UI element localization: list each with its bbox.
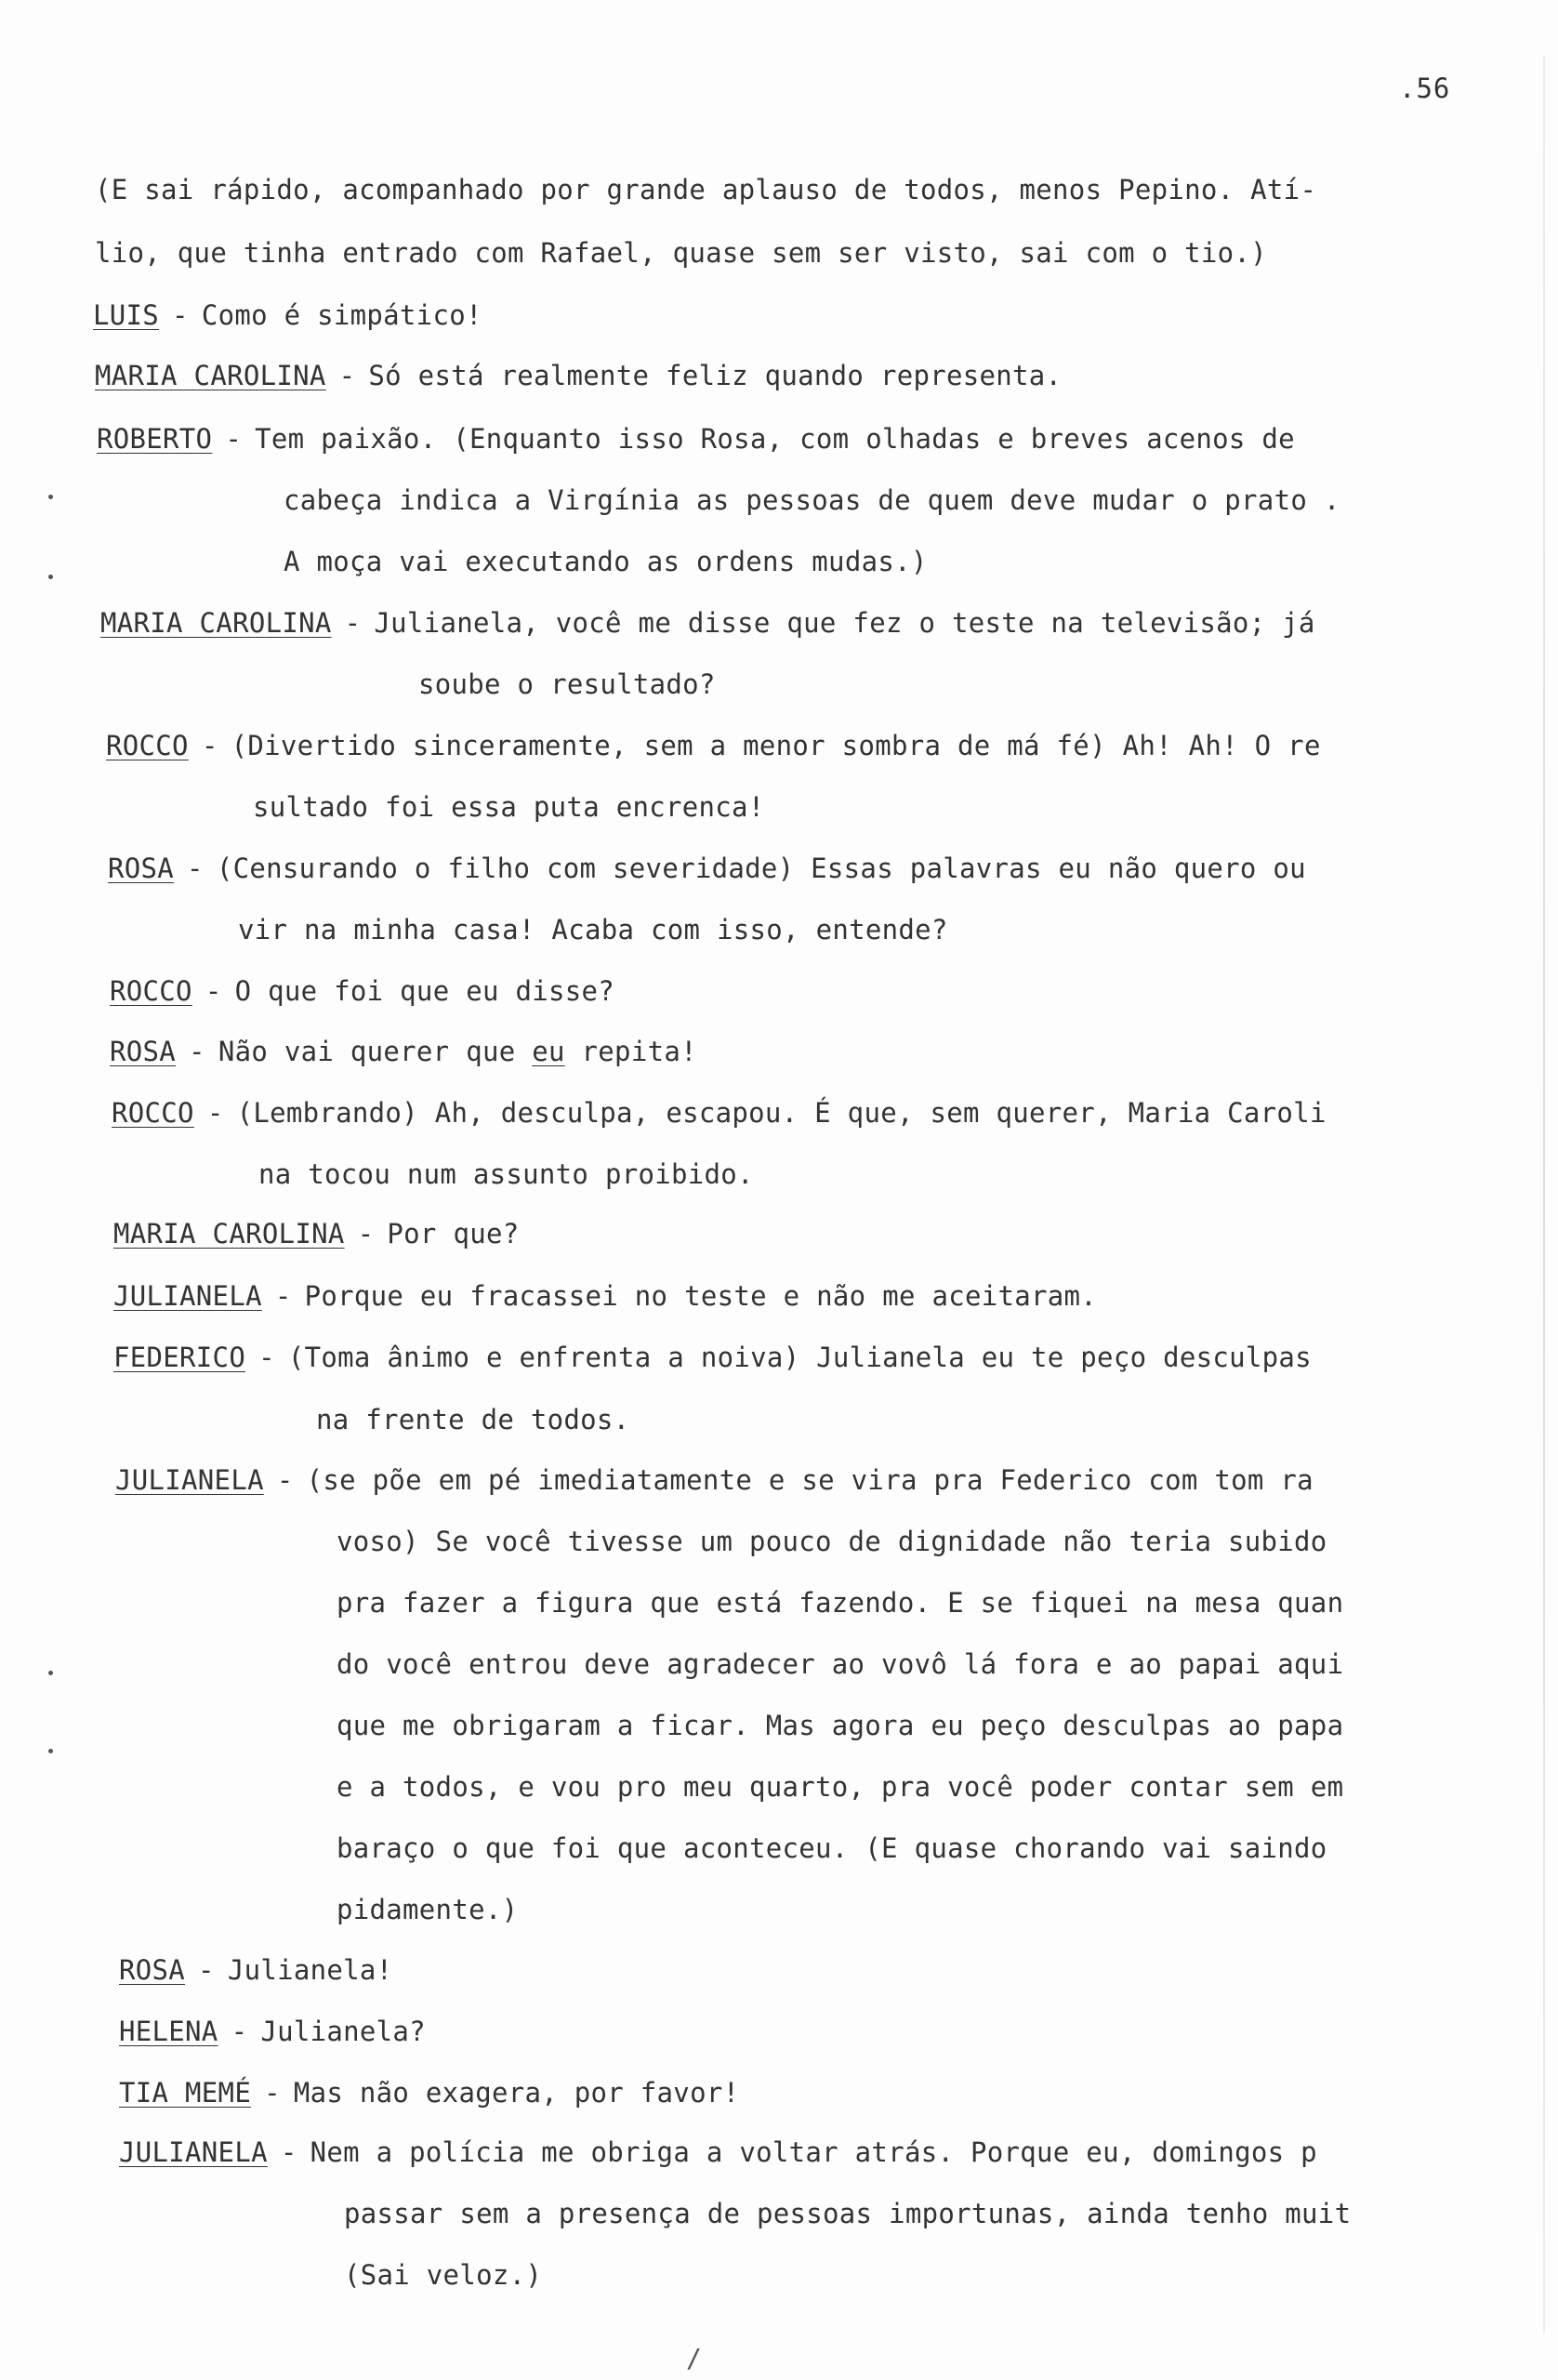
line-text: (Sai veloz.) — [344, 2259, 543, 2291]
line-text: na tocou num assunto proibido. — [258, 1158, 754, 1190]
dialogue-line — [119, 2077, 739, 2109]
dash: - — [258, 1342, 275, 1373]
dialogue-continuation-line — [253, 791, 765, 823]
stage-direction-line — [284, 546, 928, 577]
line-text: (Divertido sinceramente, sem a menor sombra de má fé) Ah! Ah! O re — [231, 730, 1321, 761]
line-text: e a todos, e vou pro meu quarto, pra você poder contar sem em — [337, 1771, 1344, 1803]
dialogue-continuation-line — [238, 914, 948, 945]
speaker-name: FEDERICO — [113, 1342, 246, 1373]
dialogue-continuation-line — [344, 2259, 542, 2291]
dialogue-line — [95, 360, 1062, 391]
dialogue-line — [100, 607, 1315, 639]
speaker-name: TIA MEMÉ — [119, 2077, 252, 2109]
dialogue-line — [106, 730, 1321, 761]
line-text: vir na minha casa! Acaba com isso, entende? — [238, 914, 948, 945]
dash: - — [338, 360, 356, 391]
dash: - — [344, 607, 362, 639]
dash: - — [172, 299, 189, 331]
dialogue-line — [93, 299, 482, 331]
speaker-name: JULIANELA — [113, 1280, 262, 1312]
line-text: passar sem a presença de pessoas importunas, ainda tenho muit — [344, 2198, 1352, 2229]
line-text: Por que? — [387, 1218, 520, 1250]
dialogue-line — [119, 2016, 426, 2047]
line-text: (se põe em pé imediatamente e se vira pra Federico com tom ra — [306, 1464, 1314, 1496]
dash: - — [231, 2016, 248, 2047]
scan-dot — [48, 1749, 53, 1753]
line-text: (Toma ânimo e enfrenta a noiva) Julianela eu te peço desculpas — [287, 1342, 1312, 1373]
line-text: Julianela, você me disse que fez o teste na televisão; já — [374, 607, 1315, 639]
dash: - — [189, 1036, 205, 1067]
dialogue-continuation-line — [337, 1771, 1343, 1803]
dialogue-line — [113, 1218, 519, 1250]
dash: - — [280, 2136, 297, 2168]
line-text: Julianela? — [260, 2016, 426, 2047]
dialogue-continuation-line — [418, 668, 716, 700]
line-text: Não vai querer que — [218, 1036, 533, 1067]
dash: - — [205, 975, 222, 1007]
stage-direction-line — [95, 237, 1267, 269]
dash: - — [206, 1097, 224, 1129]
line-text: que me obrigaram a ficar. Mas agora eu peço desculpas ao papa — [337, 1710, 1344, 1741]
line-text: baraço o que foi que aconteceu. (E quase chorando vai saindo — [337, 1832, 1327, 1864]
speaker-name: JULIANELA — [119, 2136, 268, 2168]
scan-dot — [48, 1671, 53, 1675]
line-text: A moça vai executando as ordens mudas.) — [284, 546, 928, 577]
dialogue-line — [112, 1097, 1327, 1129]
dash: - — [225, 423, 243, 455]
line-text: do você entrou deve agradecer ao vovô lá fora e ao papai aqui — [337, 1648, 1344, 1680]
line-text: lio, que tinha entrado com Rafael, quase sem ser visto, sai com o tio.) — [95, 237, 1267, 269]
speaker-name: ROSA — [119, 1954, 186, 1986]
line-text: Nem a polícia me obriga a voltar atrás. Porque eu, domingos p — [310, 2136, 1317, 2168]
line-text: Tem paixão. (Enquanto isso Rosa, com olhadas e breves acenos de — [255, 423, 1295, 455]
dash: - — [187, 853, 204, 884]
speaker-name: ROSA — [110, 1036, 177, 1067]
line-text: (Censurando o filho com severidade) Essas palavras eu não quero ou — [216, 853, 1306, 884]
speaker-name: ROCCO — [110, 975, 192, 1007]
dash: - — [276, 1464, 294, 1496]
dialogue-continuation-line — [316, 1404, 629, 1435]
speaker-name: MARIA CAROLINA — [100, 607, 332, 639]
line-text: Como é simpático! — [201, 299, 482, 331]
dialogue-continuation-line — [337, 1832, 1327, 1864]
dialogue-line — [97, 423, 1295, 455]
dash: - — [357, 1218, 375, 1250]
line-text: voso) Se você tivesse um pouco de dignidade não teria subido — [337, 1526, 1327, 1557]
line-text: (E sai rápido, acompanhado por grande aplauso de todos, menos Pepino. Atí- — [95, 174, 1317, 205]
line-text: cabeça indica a Virgínia as pessoas de quem deve mudar o prato . — [284, 484, 1340, 516]
line-text: Porque eu fracassei no teste e não me aceitaram. — [304, 1280, 1098, 1312]
dialogue-continuation-line — [337, 1526, 1327, 1557]
speaker-name: ROBERTO — [97, 423, 213, 455]
dash: - — [274, 1280, 292, 1312]
line-text: Julianela! — [227, 1954, 393, 1986]
line-text: repita! — [564, 1036, 697, 1067]
stage-direction-line — [95, 174, 1316, 205]
dialogue-continuation-line — [337, 1710, 1343, 1741]
line-text: pra fazer a figura que está fazendo. E se fiquei na mesa quan — [337, 1587, 1344, 1619]
dialogue-continuation-line — [258, 1158, 754, 1190]
dialogue-continuation-line — [337, 1587, 1343, 1619]
dialogue-line — [113, 1342, 1312, 1373]
speaker-name: ROSA — [108, 853, 175, 884]
page-number: .56 — [1399, 73, 1451, 104]
dash: - — [198, 1954, 215, 1986]
line-text: O que foi que eu disse? — [234, 975, 615, 1007]
dialogue-line — [119, 2136, 1317, 2168]
dash: - — [264, 2077, 281, 2109]
line-text: (Lembrando) Ah, desculpa, escapou. É que, sem querer, Maria Caroli — [236, 1097, 1327, 1129]
line-text: Só está realmente feliz quando representa. — [368, 360, 1063, 391]
line-text: pidamente.) — [337, 1894, 519, 1925]
dialogue-continuation-line — [344, 2198, 1351, 2229]
dash: - — [201, 730, 218, 761]
dialogue-continuation-line — [337, 1648, 1343, 1680]
dialogue-line — [110, 975, 614, 1007]
speaker-name: MARIA CAROLINA — [113, 1218, 345, 1250]
stray-pen-mark: / — [686, 2343, 702, 2373]
dialogue-line — [110, 1036, 697, 1067]
line-text: na frente de todos. — [316, 1404, 630, 1435]
dialogue-line — [108, 853, 1306, 884]
speaker-name: JULIANELA — [115, 1464, 264, 1496]
scan-dot — [48, 495, 53, 499]
speaker-name: MARIA CAROLINA — [95, 360, 326, 391]
speaker-name: LUIS — [93, 299, 160, 331]
line-text: sultado foi essa puta encrenca! — [253, 791, 765, 823]
scan-dot — [48, 575, 53, 579]
dialogue-line — [119, 1954, 392, 1986]
line-text: Mas não exagera, por favor! — [293, 2077, 740, 2109]
dialogue-line — [115, 1464, 1314, 1496]
speaker-name: ROCCO — [106, 730, 189, 761]
stage-direction-line — [284, 484, 1340, 516]
scan-edge-line — [1543, 56, 1545, 2334]
line-text: soube o resultado? — [418, 668, 716, 700]
speaker-name: HELENA — [119, 2016, 218, 2047]
dialogue-continuation-line — [337, 1894, 518, 1925]
speaker-name: ROCCO — [112, 1097, 194, 1129]
dialogue-line — [113, 1280, 1097, 1312]
emphasized-word: eu — [532, 1036, 565, 1067]
